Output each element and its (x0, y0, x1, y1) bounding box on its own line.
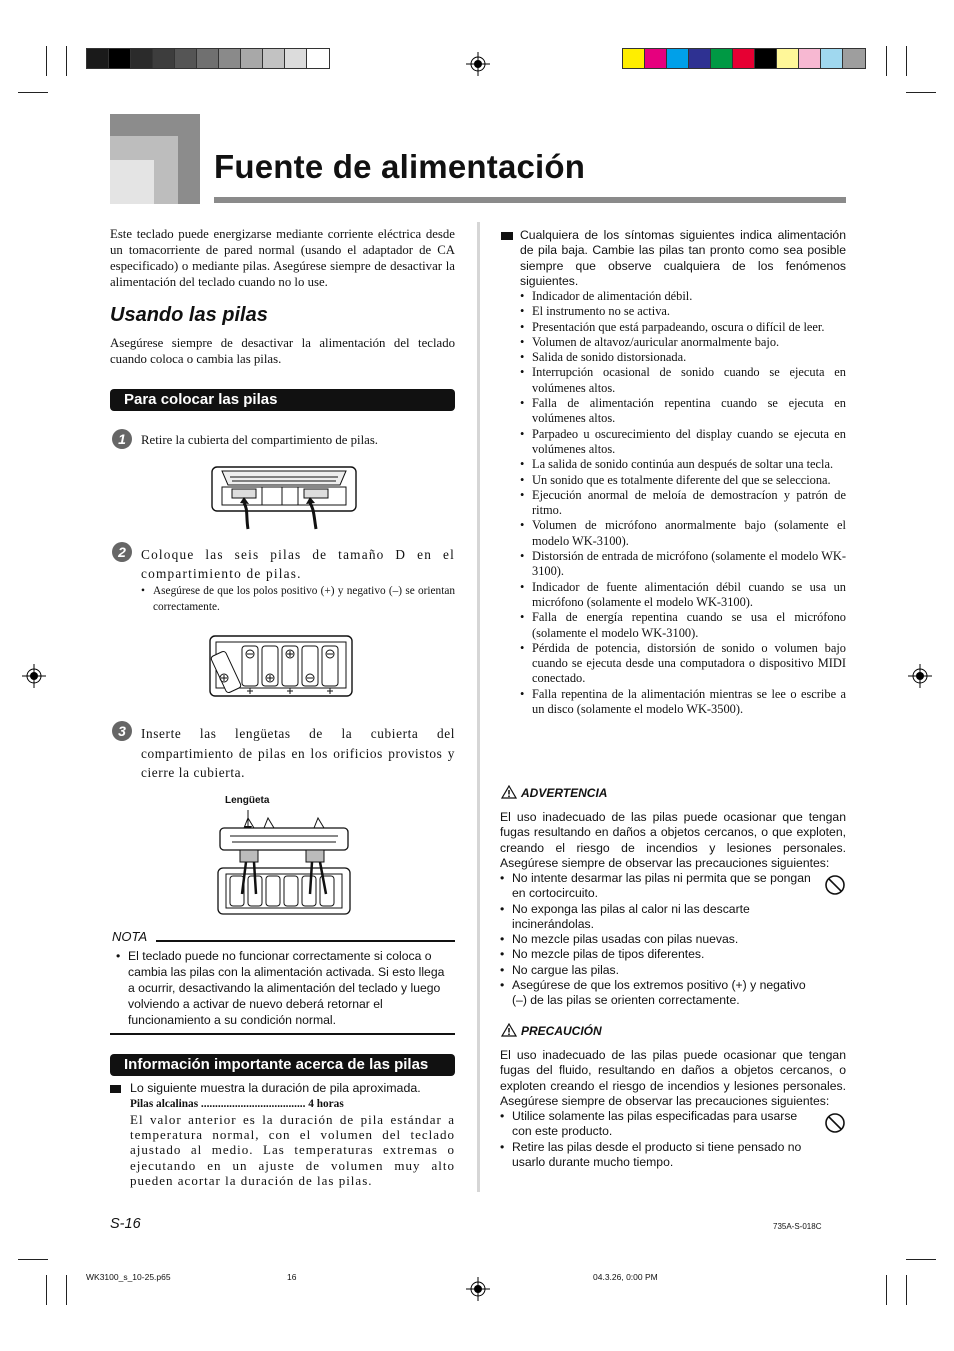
title-rule (214, 197, 846, 203)
subsection-heading-label: Para colocar las pilas (124, 391, 278, 408)
color-swatch (821, 49, 843, 68)
battery-cover-removal-illustration (210, 463, 358, 533)
color-swatch (623, 49, 645, 68)
symptoms-lead: Cualquiera de los síntomas siguientes indica alimentación de pila baja. Cambie las pilas tan pronto como sea posible siempre que observe cualquiera de los fenómenos siguientes. (520, 228, 846, 288)
list-item: • Utilice solamente las pilas especificadas para usarse con este producto. (500, 1109, 816, 1140)
warning-triangle-icon (501, 785, 517, 799)
color-swatch (667, 49, 689, 68)
footer-date: 04.3.26, 0:00 PM (593, 1272, 658, 1282)
nota-bottom-rule (110, 1033, 455, 1035)
info-paragraph: El valor anterior es la duración de pila estándar a temperatura normal, con el volumen del teclado ajustado al medio. Las temperaturas extremas o ejecutando en un ajuste de volumen muy alto pueden acortar la duración de las pilas. (130, 1112, 455, 1188)
list-item: • Falla repentina de la alimentación mientras se lee o escribe a un disco (solamente el modelo WK-3500). (520, 687, 846, 718)
gray-swatch (87, 49, 109, 68)
symptom-list (520, 289, 846, 717)
precaucion-heading: PRECAUCIÓN (521, 1024, 602, 1038)
color-calibration-bar (622, 48, 866, 69)
column-divider (477, 222, 480, 1192)
list-item: • Pérdida de potencia, distorsión de sonido o volumen bajo cuando se ejecuta desde una computadora o dispositivo MIDI conectado. (520, 641, 846, 687)
list-item: • La salida de sonido continúa aun después de soltar una tecla. (520, 457, 846, 472)
list-item: • El instrumento no se activa. (520, 304, 846, 319)
gray-calibration-bar (86, 48, 330, 69)
color-swatch (733, 49, 755, 68)
page-title: Fuente de alimentación (214, 148, 586, 185)
color-swatch (689, 49, 711, 68)
list-item: • Interrupción ocasional de sonido cuando se ejecuta en volúmenes altos. (520, 365, 846, 396)
step-number: 1 (112, 429, 132, 449)
crop-mark (906, 1275, 907, 1305)
document-code: 735A-S-018C (773, 1222, 822, 1231)
list-item: • Ejecución anormal de meloía de demostracíon y patrón de ritmo. (520, 488, 846, 519)
step-text: Inserte las lengüetas de la cubierta del compartimiento de pilas en los orificios provistos y cierre la cubierta. (141, 726, 455, 780)
list-item: • El teclado puede no funcionar correctamente si coloca o cambia las pilas con la alimentación activada. Si esto llega a ocurrir, desactivando la alimentación del teclado y luego volviendo a activar de nuevo deberá retornar el funcionamiento a su condición normal. (116, 948, 448, 1028)
gray-swatch (219, 49, 241, 68)
list-item: • No mezcle pilas usadas con pilas nuevas. (500, 932, 816, 947)
footer-file: WK3100_s_10-25.p65 (86, 1272, 171, 1282)
precaucion-list (500, 1109, 816, 1170)
crop-mark (18, 1259, 48, 1260)
tab-label: Lengüeta (225, 795, 270, 806)
registration-mark-icon (908, 664, 932, 688)
crop-mark (886, 1275, 887, 1305)
section-heading-usando: Usando las pilas (110, 304, 268, 326)
list-item: • No mezcle pilas de tipos diferentes. (500, 947, 816, 962)
nota-list (116, 948, 448, 1028)
battery-type: Pilas alcalinas (130, 1098, 199, 1110)
crop-mark (906, 92, 936, 93)
crop-mark (18, 92, 48, 93)
list-item: • Volumen de micrófono anormalmente bajo (solamente el modelo WK-3100). (520, 518, 846, 549)
list-item: • Parpadeo u oscurecimiento del display cuando se ejecuta en volúmenes altos. (520, 427, 846, 458)
crop-mark (906, 1259, 936, 1260)
list-item: • Indicador de fuente alimentación débil cuando se usa un micrófono (solamente el modelo WK-3100). (520, 580, 846, 611)
list-item: • Un sonido que es totalmente diferente del que se selecciona. (520, 473, 846, 488)
list-item: • Falla de energía repentina cuando se usa el micrófono (solamente el modelo WK-3100). (520, 610, 846, 641)
step-bullet-list (141, 583, 455, 615)
step-text: Retire la cubierta del compartimiento de pilas. (141, 433, 379, 447)
gray-swatch (241, 49, 263, 68)
list-item: • Falla de alimentación repentina cuando se ejecuta en volúmenes altos. (520, 396, 846, 427)
advertencia-heading: ADVERTENCIA (521, 786, 608, 800)
step-number: 2 (112, 542, 132, 562)
nota-rule (156, 940, 455, 942)
gray-swatch (153, 49, 175, 68)
registration-mark-icon (466, 52, 490, 76)
info-lead: Lo siguiente muestra la duración de pila aproximada. (130, 1081, 421, 1095)
color-swatch (843, 49, 865, 68)
precaucion-heading-row (501, 1023, 602, 1038)
list-item: • Retire las pilas desde el producto si tiene pensado no usarlo durante mucho tiempo. (500, 1140, 816, 1171)
list-item: • No intente desarmar las pilas ni permita que se pongan en cortocircuito. (500, 871, 816, 902)
cover-insertion-illustration (214, 806, 354, 918)
list-item: • Indicador de alimentación débil. (520, 289, 846, 304)
battery-placement-illustration (208, 634, 354, 698)
prohibition-icon (824, 874, 846, 896)
step-text: Coloque las seis pilas de tamaño D en el compartimiento de pilas. (141, 547, 455, 581)
precaucion-paragraph: El uso inadecuado de las pilas puede ocasionar que tengan fugas del fluido, resultando en daños a objetos cercanos, o exploten creando el riesgo de incendios y lesiones personales. Asegúrese siempre de observar las precauciones siguientes: (500, 1048, 846, 1108)
page-number: S-16 (110, 1216, 141, 1232)
list-item: • Asegúrese de que los extremos positivo (+) y negativo (–) de las pilas se orienten correctamente. (500, 978, 816, 1009)
gray-swatch (197, 49, 219, 68)
crop-mark (886, 46, 887, 76)
nota-heading: NOTA (112, 929, 148, 944)
gray-swatch (109, 49, 131, 68)
battery-life-row (130, 1097, 455, 1111)
crop-mark (66, 46, 67, 76)
color-swatch (645, 49, 667, 68)
advertencia-heading-row (501, 785, 607, 800)
list-item: • Distorsión de entrada de micrófono (solamente el modelo WK-3100). (520, 549, 846, 580)
title-decoration (110, 160, 154, 204)
dot-leader: ..................................... (198, 1098, 309, 1110)
step-number: 3 (112, 721, 132, 741)
gray-swatch (175, 49, 197, 68)
gray-swatch (307, 49, 329, 68)
gray-swatch (285, 49, 307, 68)
crop-mark (46, 1275, 47, 1305)
registration-mark-icon (466, 1277, 490, 1301)
advertencia-list (500, 871, 816, 1009)
subsection-heading-colocar (110, 389, 455, 411)
color-swatch (711, 49, 733, 68)
prohibition-icon (824, 1112, 846, 1134)
crop-mark (46, 46, 47, 76)
square-bullet-icon (110, 1085, 121, 1093)
crop-mark (906, 46, 907, 76)
footer-page: 16 (287, 1272, 297, 1282)
advertencia-paragraph: El uso inadecuado de las pilas puede ocasionar que tengan fugas resultando en daños a objetos cercanos, o que exploten, creando el riesgo de incendios y lesiones personales. Asegúrese siempre de observar las precauciones siguientes: (500, 810, 846, 870)
usando-paragraph: Asegúrese siempre de desactivar la alimentación del teclado cuando coloca o cambia las pilas. (110, 336, 455, 366)
battery-hours: 4 horas (308, 1098, 344, 1110)
list-item: • Salida de sonido distorsionada. (520, 350, 846, 365)
subsection-heading-label: Información importante acerca de las pilas (124, 1056, 429, 1073)
square-bullet-icon (501, 232, 513, 240)
color-swatch (799, 49, 821, 68)
gray-swatch (263, 49, 285, 68)
warning-triangle-icon (501, 1023, 517, 1037)
gray-swatch (131, 49, 153, 68)
list-item: • Volumen de altavoz/auricular anormalmente bajo. (520, 335, 846, 350)
list-item: • Asegúrese de que los polos positivo (+) y negativo (–) se orientan correctamente. (141, 583, 455, 615)
color-swatch (755, 49, 777, 68)
list-item: • No exponga las pilas al calor ni las descarte incinerándolas. (500, 902, 816, 933)
color-swatch (777, 49, 799, 68)
subsection-heading-info (110, 1054, 455, 1076)
list-item: • Presentación que está parpadeando, oscura o difícil de leer. (520, 320, 846, 335)
registration-mark-icon (22, 664, 46, 688)
list-item: • No cargue las pilas. (500, 963, 816, 978)
intro-paragraph: Este teclado puede energizarse mediante corriente eléctrica desde un tomacorriente de pared normal (usando el adaptador de CA especificado) o mediante pilas. Asegúrese siempre de desactivar la alimentación del teclado cuando no lo use. (110, 227, 455, 289)
crop-mark (66, 1275, 67, 1305)
